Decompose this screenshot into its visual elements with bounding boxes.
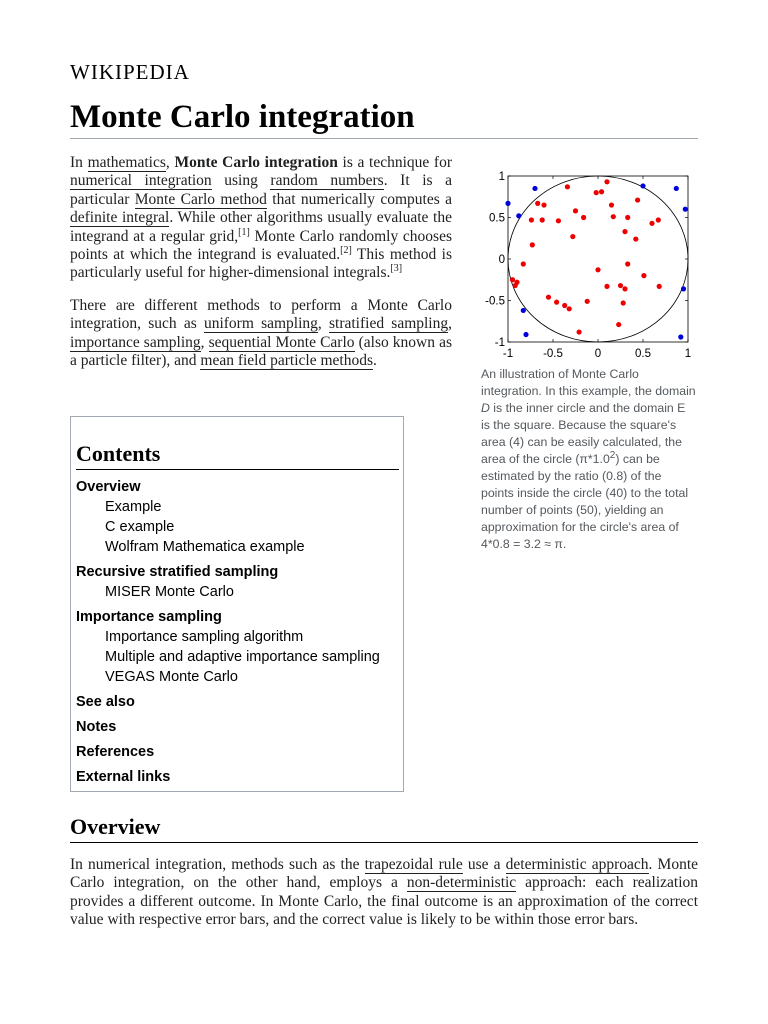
data-point [616,322,621,327]
data-point [641,273,646,278]
data-point [622,286,627,291]
data-point [604,284,609,289]
text-run: In [70,154,88,171]
data-point [585,299,590,304]
lead-paragraph-2 [70,297,452,371]
data-point [514,280,519,285]
plot-frame [508,176,688,342]
text-run: . [372,352,377,370]
lead-section [70,154,452,384]
data-point [562,303,567,308]
data-point [523,332,528,337]
text-run: using [211,172,271,190]
toc-item[interactable]: Importance sampling [76,609,222,625]
inline-link[interactable]: deterministic approach [505,856,649,873]
x-tick-label: -0.5 [543,348,563,360]
toc-item[interactable]: External links [76,769,171,785]
data-point [573,208,578,213]
data-point [635,197,640,202]
data-point [516,213,521,218]
figure [480,168,698,368]
toc-item[interactable]: Wolfram Mathematica example [105,539,305,555]
data-point [681,286,686,291]
lead-paragraph-1 [70,154,452,283]
inline-link[interactable]: uniform sampling [203,315,318,333]
y-tick-label: -0.5 [485,295,505,308]
text-run: is a technique for [337,154,453,171]
data-point [683,207,688,212]
inline-link[interactable]: random numbers [270,172,384,190]
text-run: , [200,333,209,351]
text-run: , [448,315,452,333]
data-point [505,201,510,206]
y-tick-label: 1 [498,171,505,183]
data-point [529,217,534,222]
data-point [618,283,623,288]
text-run: use a [462,856,506,873]
bold-term: Monte Carlo integration [174,154,338,171]
page-title: Monte Carlo integration [70,96,698,139]
toc-item[interactable]: C example [105,519,175,535]
data-point [532,186,537,191]
x-tick-label: 0.5 [635,348,651,360]
data-point [625,261,630,266]
data-point [535,201,540,206]
data-point [594,190,599,195]
text-run: . While other algorithms usually evaluate the integrand at a regular grid, [70,209,452,245]
toc-title: Contents [76,439,399,470]
data-point [625,215,630,220]
data-point [565,184,570,189]
data-point [521,261,526,266]
data-point [541,202,546,207]
citation-ref[interactable]: [3] [390,263,403,275]
toc-list [76,477,396,787]
text-run: There are different methods to perform a Monte Carlo integration, such as [70,296,452,333]
data-point [599,189,604,194]
inline-link[interactable]: definite integral [70,209,170,227]
inline-link[interactable]: trapezoidal rule [364,856,463,873]
inline-link[interactable]: mathematics [87,154,166,171]
text-run: , [317,315,329,333]
data-point [678,334,683,339]
toc-item[interactable]: See also [76,694,135,710]
data-point [656,217,661,222]
toc-item[interactable]: Importance sampling algorithm [105,629,304,645]
citation-ref[interactable]: 2 [609,449,616,461]
data-point [633,236,638,241]
data-point [621,300,626,305]
inline-link[interactable]: stratified sampling [329,315,449,333]
data-point [554,300,559,305]
data-point [611,214,616,219]
toc-item[interactable]: References [76,744,155,760]
x-tick-label: 0 [594,348,602,360]
data-point [581,215,586,220]
text-run: This method is particularly useful for higher-dimensional integrals. [70,246,452,282]
data-point [649,221,654,226]
toc-item[interactable]: Overview [76,479,141,495]
x-tick-label: 1 [684,348,692,360]
text-run: , [165,154,175,171]
text-run: . It is a particular [70,172,452,208]
y-tick-label: -1 [494,337,505,349]
data-point [674,186,679,191]
data-point [570,234,575,239]
toc-item[interactable]: MISER Monte Carlo [105,584,234,600]
figure-caption [481,366,696,553]
y-tick-label: 0.5 [489,212,505,225]
toc-item[interactable]: VEGAS Monte Carlo [105,669,238,685]
text-run: is the inner circle and the domain E is the square. Because the square's area (4) can be easily calculated, the area of the circle (π*1.0 [481,401,686,466]
monte-carlo-scatter-plot [480,168,698,364]
data-point [657,284,662,289]
text-run: that numerically computes a [266,190,452,208]
citation-ref[interactable]: [2] [340,244,352,256]
data-point [540,217,545,222]
text-run: In numerical integration, methods such as the [70,856,365,873]
data-point [521,308,526,313]
inline-link[interactable]: Monte Carlo method [134,190,267,208]
overview-paragraph [70,856,698,930]
data-point [595,267,600,272]
text-run: (also known as a particle filter), and [70,333,452,370]
toc-item[interactable]: Notes [76,719,117,735]
data-point [640,183,645,188]
data-point [604,179,609,184]
data-point [622,229,627,234]
section-heading-overview: Overview [70,812,698,843]
toc-item[interactable]: Example [105,499,162,515]
text-run: An illustration of Monte Carlo integration. In this example, the domain [481,367,696,398]
italic-term: D [481,401,490,415]
y-tick-label: 0 [498,254,505,266]
unit-circle [508,176,688,342]
inline-link[interactable]: importance sampling [70,333,201,351]
toc-item[interactable]: Multiple and adaptive importance sampling [105,649,380,665]
data-point [567,306,572,311]
table-of-contents [70,416,404,792]
inline-link[interactable]: sequential Monte Carlo [208,333,355,351]
data-point [510,277,515,282]
citation-ref[interactable]: [1] [238,226,250,238]
inline-link[interactable]: non-deterministic [406,874,517,892]
wikipedia-wordmark[interactable]: WIKIPEDIA [70,60,190,84]
data-point [546,295,551,300]
toc-item[interactable]: Recursive stratified sampling [76,564,279,580]
data-point [556,218,561,223]
data-point [609,202,614,207]
data-point [530,242,535,247]
text-run: . Monte Carlo integration, on the other hand, employs a [70,856,699,892]
text-run: Monte Carlo randomly chooses points at which the integrand is evaluated. [70,227,452,264]
text-run: approach: each realization provides a different outcome. In Monte Carlo, the final outcome is an approximation of the correct value with respective error bars, and the correct value is likely to be within those error bars. [70,874,698,929]
text-run: ) can be estimated by the ratio (0.8) of the points inside the circle (40) to the total number of points (50), yielding an approximation for the circle's area of 4*0.8 = 3.2 ≈ π. [481,452,689,551]
data-point [577,329,582,334]
inline-link[interactable]: mean field particle methods [200,352,373,370]
x-tick-label: -1 [502,348,514,360]
inline-link[interactable]: numerical integration [70,172,212,190]
